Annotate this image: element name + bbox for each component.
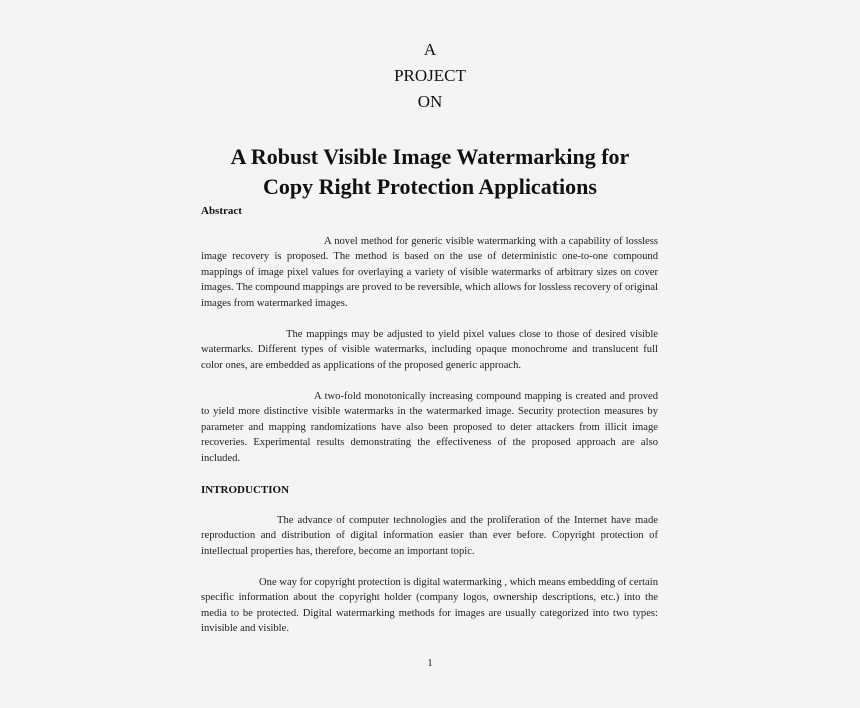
introduction-heading: INTRODUCTION [201, 484, 290, 496]
introduction-paragraph-1: The advance of computer technologies and the proliferation of the Internet have made reproduction and distribution of digital information easier than ever before. Copyright protection of intellectual properties has, therefore, become an important topic. [201, 515, 658, 557]
cover-line-on: ON [417, 92, 443, 111]
abstract-paragraph-2: The mappings may be adjusted to yield pixel values close to those of desired visible watermarks. Different types of visible watermarks, including opaque monochrome and translucent full color ones, are embedded as applications of the proposed generic approach. [201, 329, 658, 371]
title-line-1: A Robust Visible Image Watermarking for [230, 144, 630, 169]
abstract-paragraph-1: A novel method for generic visible watermarking with a capability of lossless image recovery is proposed. The method is based on the use of deterministic one-to-one compound mappings of image pixel values for overlaying a variety of visible watermarks of arbitrary sizes on cover images. The compound mappings are proved to be reversible, which allows for lossless recovery of original images from watermarked images. [201, 236, 658, 309]
abstract-heading: Abstract [201, 205, 242, 217]
introduction-paragraph-2: One way for copyright protection is digital watermarking , which means embedding of certain specific information about the copyright holder (company logos, ownership descriptions, etc.) into the media to be protected. Digital watermarking methods for images are usually categorized into two types: invisible and visible. [201, 577, 658, 635]
abstract-paragraph-3: A two-fold monotonically increasing compound mapping is created and proved to yield more distinctive visible watermarks in the watermarked image. Security protection measures by parameter and mapping randomizations have also been proposed to deter attackers from illicit image recoveries. Experimental results demonstrating the effectiveness of the proposed approach are also included. [201, 391, 658, 464]
page-number: 1 [427, 657, 433, 669]
title-line-2: Copy Right Protection Applications [263, 174, 597, 199]
cover-line-a: A [423, 40, 437, 59]
cover-line-project: PROJECT [394, 66, 466, 85]
document-title [150, 142, 710, 202]
